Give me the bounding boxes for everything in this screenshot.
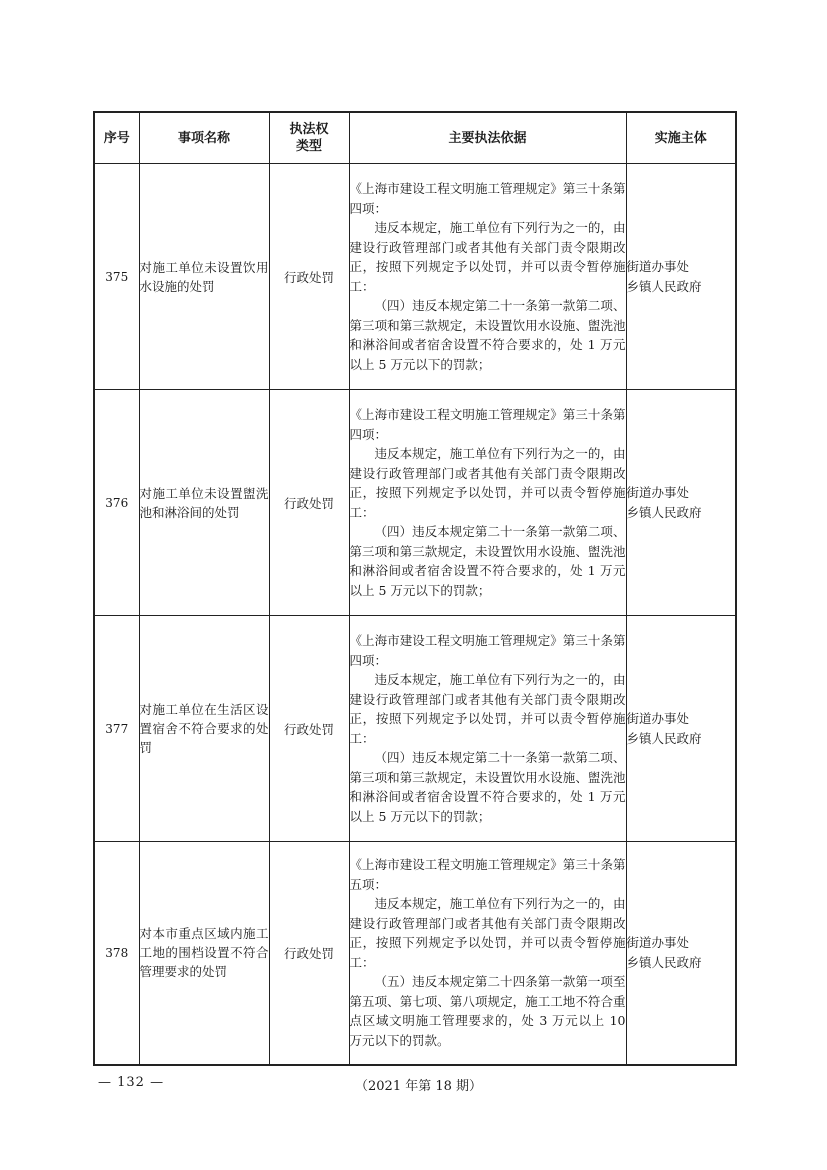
basis-clause: （四）违反本规定第二十一条第一款第二项、第三项和第三款规定，未设置饮用水设施、盥洗池和淋浴间或者宿舍设置不符合要求的，处 1 万元以上 5 万元以下的罚款； [349, 524, 626, 598]
table-row [94, 390, 736, 616]
basis-clause: （四）违反本规定第二十一条第一款第二项、第三项和第三款规定，未设置饮用水设施、盥洗池和淋浴间或者宿舍设置不符合要求的，处 1 万元以上 5 万元以下的罚款； [349, 298, 626, 372]
row-type: 行政处罚 [269, 164, 349, 390]
header-type [269, 112, 349, 164]
row-seq: 378 [94, 842, 139, 1065]
page-number: — 132 — [98, 1075, 165, 1090]
header-type-line2: 类型 [295, 139, 322, 154]
body-line1: 街道办事处 [626, 484, 690, 500]
header-type-line1: 执法权 [289, 122, 329, 137]
row-name: 对本市重点区域内施工工地的围档设置不符合管理要求的处罚 [139, 842, 269, 1065]
basis-paragraph: 违反本规定，施工单位有下列行为之一的，由建设行政管理部门或者其他有关部门责令限期改正，按照下列规定予以处罚，并可以责令暂停施工： [349, 446, 626, 520]
basis-paragraph: 违反本规定，施工单位有下列行为之一的，由建设行政管理部门或者其他有关部门责令限期改正，按照下列规定予以处罚，并可以责令暂停施工： [349, 220, 626, 294]
row-type: 行政处罚 [269, 616, 349, 842]
table-header [94, 112, 736, 164]
issue-label: （2021 年第 18 期） [355, 1079, 483, 1094]
table-row [94, 616, 736, 842]
row-basis [349, 390, 626, 616]
header-name: 事项名称 [139, 112, 269, 164]
basis-clause: （四）违反本规定第二十一条第一款第二项、第三项和第三款规定，未设置饮用水设施、盥洗池和淋浴间或者宿舍设置不符合要求的，处 1 万元以上 5 万元以下的罚款； [349, 750, 626, 824]
row-type: 行政处罚 [269, 842, 349, 1065]
row-name: 对施工单位未设置饮用水设施的处罚 [139, 164, 269, 390]
row-name: 对施工单位在生活区设置宿舍不符合要求的处罚 [139, 616, 269, 842]
basis-citation: 《上海市建设工程文明施工管理规定》第三十条第四项： [349, 407, 626, 442]
row-body [626, 842, 736, 1065]
row-basis [349, 164, 626, 390]
header-body: 实施主体 [626, 112, 736, 164]
header-seq: 序号 [94, 112, 139, 164]
row-body [626, 390, 736, 616]
body-line1: 街道办事处 [626, 710, 690, 726]
enforcement-table [93, 111, 737, 1066]
row-basis [349, 842, 626, 1065]
table-row [94, 164, 736, 390]
body-line2: 乡镇人民政府 [626, 278, 702, 294]
row-body [626, 616, 736, 842]
body-line2: 乡镇人民政府 [626, 730, 702, 746]
body-line2: 乡镇人民政府 [626, 954, 702, 970]
table-row [94, 842, 736, 1065]
basis-citation: 《上海市建设工程文明施工管理规定》第三十条第五项： [349, 857, 626, 892]
body-line2: 乡镇人民政府 [626, 504, 702, 520]
basis-clause: （五）违反本规定第二十四条第一款第一项至第五项、第七项、第八项规定，施工工地不符合重点区域文明施工管理要求的，处 3 万元以上 10 万元以下的罚款。 [349, 974, 626, 1048]
basis-paragraph: 违反本规定，施工单位有下列行为之一的，由建设行政管理部门或者其他有关部门责令限期改正，按照下列规定予以处罚，并可以责令暂停施工： [349, 896, 626, 970]
basis-citation: 《上海市建设工程文明施工管理规定》第三十条第四项： [349, 181, 626, 216]
basis-citation: 《上海市建设工程文明施工管理规定》第三十条第四项： [349, 633, 626, 668]
row-body [626, 164, 736, 390]
body-line1: 街道办事处 [626, 934, 690, 950]
row-type: 行政处罚 [269, 390, 349, 616]
row-basis [349, 616, 626, 842]
header-basis: 主要执法依据 [349, 112, 626, 164]
row-seq: 375 [94, 164, 139, 390]
row-name: 对施工单位未设置盥洗池和淋浴间的处罚 [139, 390, 269, 616]
body-line1: 街道办事处 [626, 258, 690, 274]
basis-paragraph: 违反本规定，施工单位有下列行为之一的，由建设行政管理部门或者其他有关部门责令限期改正，按照下列规定予以处罚，并可以责令暂停施工： [349, 672, 626, 746]
row-seq: 377 [94, 616, 139, 842]
row-seq: 376 [94, 390, 139, 616]
